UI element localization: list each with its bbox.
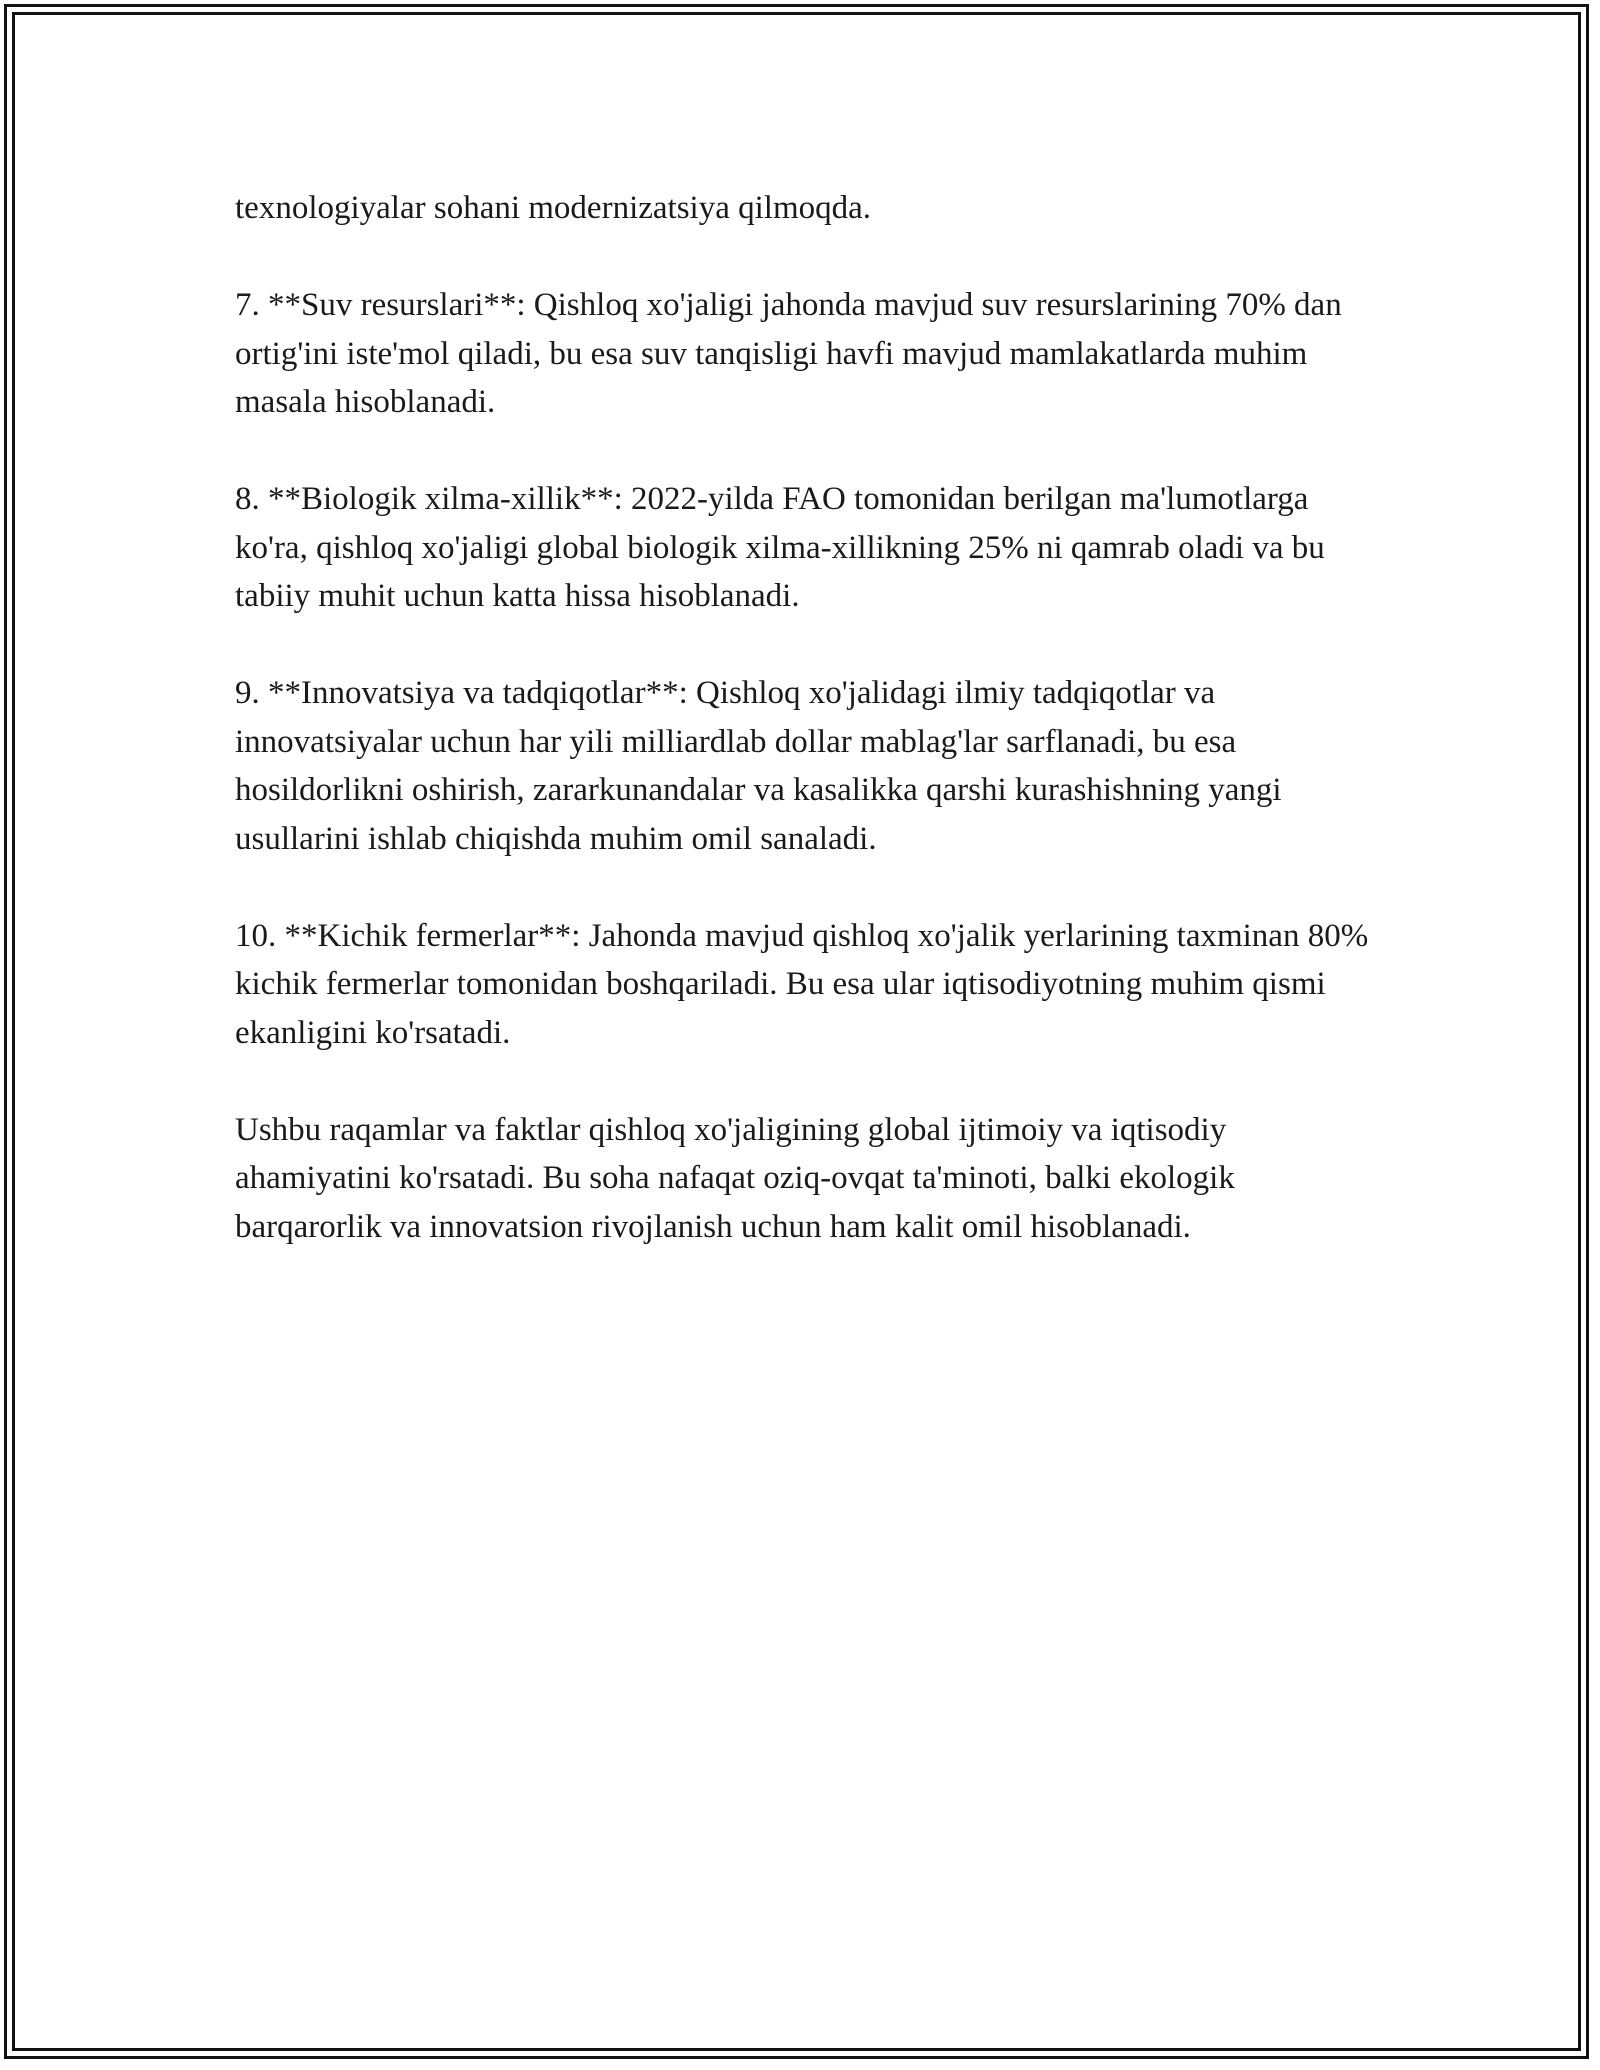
document-body: [235, 184, 1385, 1300]
paragraph-conclusion: Ushbu raqamlar va faktlar qishloq xo'jaligining global ijtimoiy va iqtisodiy ahamiyatini ko'rsatadi. Bu soha nafaqat oziq-ovqat ta'minoti, balki ekologik barqarorlik va innovatsion rivojlanish uchun ham kalit omil hisoblanadi.: [235, 1111, 1235, 1245]
paragraph-water-resources: 7. **Suv resurslari**: Qishloq xo'jaligi jahonda mavjud suv resurslarining 70% dan ortig'ini iste'mol qiladi, bu esa suv tanqisligi havfi mavjud mamlakatlarda muhim masala hisoblanadi.: [235, 287, 1342, 420]
paragraph-continuation: texnologiyalar sohani modernizatsiya qilmoqda.: [235, 190, 872, 226]
paragraph-innovation-research: 9. **Innovatsiya va tadqiqotlar**: Qishloq xo'jalidagi ilmiy tadqiqotlar va innovatsiyalar uchun har yili milliardlab dollar mablag'lar sarflanadi, bu esa hosildorlikni oshirish, zararkunandalar va kasalikka qarshi kurashishning yangi usullarini ishlab chiqishda muhim omil sanaladi.: [235, 675, 1282, 857]
paragraph-biodiversity: 8. **Biologik xilma-xillik**: 2022-yilda FAO tomonidan berilgan ma'lumotlarga ko'ra, qishloq xo'jaligi global biologik xilma-xillikning 25% ni qamrab oladi va bu tabiiy muhit uchun katta hissa hisoblanadi.: [235, 481, 1325, 614]
paragraph-small-farmers: 10. **Kichik fermerlar**: Jahonda mavjud qishloq xo'jalik yerlarining taxminan 80% kichik fermerlar tomonidan boshqariladi. Bu esa ular iqtisodiyotning muhim qismi ekanligini ko'rsatadi.: [235, 917, 1369, 1051]
